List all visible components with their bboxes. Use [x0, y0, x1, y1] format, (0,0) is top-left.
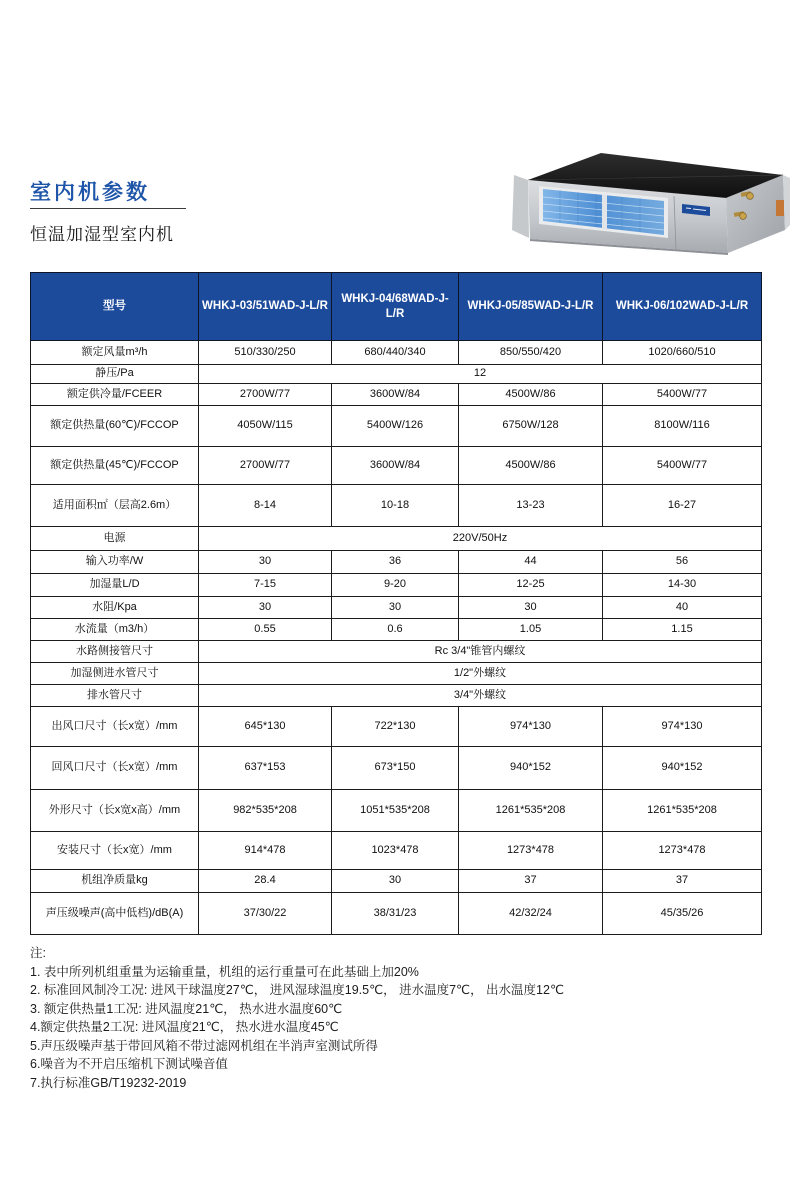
row-label: 回风口尺寸（长x宽）/mm	[31, 747, 199, 790]
cell: 30	[199, 597, 332, 619]
cell: 37	[603, 870, 762, 893]
row-label: 输入功率/W	[31, 551, 199, 574]
row-label: 水流量（m3/h）	[31, 619, 199, 641]
indoor-unit-photo	[498, 140, 790, 260]
cell: 5400W/77	[603, 447, 762, 485]
table-row	[31, 447, 762, 485]
cell: 4500W/86	[459, 447, 603, 485]
row-label: 额定供冷量/FCEER	[31, 384, 199, 406]
cell: 40	[603, 597, 762, 619]
cell: 4500W/86	[459, 384, 603, 406]
notes-section	[30, 944, 730, 1092]
row-label: 加湿量L/D	[31, 574, 199, 597]
cell: 1051*535*208	[332, 790, 459, 832]
cell: 940*152	[603, 747, 762, 790]
cell: 13-23	[459, 485, 603, 527]
cell: 6750W/128	[459, 406, 603, 447]
cell: 2700W/77	[199, 384, 332, 406]
table-row	[31, 597, 762, 619]
table-row	[31, 527, 762, 551]
filter-divider	[602, 194, 607, 230]
cell: 38/31/23	[332, 893, 459, 935]
cell: 680/440/340	[332, 341, 459, 365]
header-model-3: WHKJ-05/85WAD-J-L/R	[459, 273, 603, 341]
note-item-7: 7.执行标准GB/T19232-2019	[30, 1075, 187, 1090]
cell: 0.6	[332, 619, 459, 641]
cell: 1020/660/510	[603, 341, 762, 365]
cell: 30	[332, 870, 459, 893]
note-item-4: 4.额定供热量2工况: 进风温度21℃， 热水进水温度45℃	[30, 1020, 339, 1034]
row-label: 声压级噪声(高中低档)/dB(A)	[31, 893, 199, 935]
cell: 44	[459, 551, 603, 574]
table-row	[31, 551, 762, 574]
row-label: 外形尺寸（长x宽x高）/mm	[31, 790, 199, 832]
spec-table	[30, 272, 761, 935]
table-row	[31, 619, 762, 641]
table-row	[31, 341, 762, 365]
note-item-1: 1. 表中所列机组重量为运输重量，机组的运行重量可在此基础上加20%	[30, 964, 419, 979]
table-row	[31, 893, 762, 935]
header-model-4: WHKJ-06/102WAD-J-L/R	[603, 273, 762, 341]
cell: 0.55	[199, 619, 332, 641]
cell: 56	[603, 551, 762, 574]
page-title: 室内机参数	[30, 181, 150, 204]
cell: 28.4	[199, 870, 332, 893]
row-label: 机组净质量kg	[31, 870, 199, 893]
table-row	[31, 574, 762, 597]
cell: 974*130	[459, 707, 603, 747]
row-label: 静压/Pa	[31, 365, 199, 384]
cell: 637*153	[199, 747, 332, 790]
cell-merged: 220V/50Hz	[199, 527, 762, 551]
row-label: 排水管尺寸	[31, 685, 199, 707]
row-label: 出风口尺寸（长x宽）/mm	[31, 707, 199, 747]
note-item-2: 2. 标准回风制冷工况: 进风干球温度27℃， 进风湿球温度19.5℃， 进水温度7℃， 出水温度12℃	[30, 983, 565, 997]
cell: 722*130	[332, 707, 459, 747]
cell: 3600W/84	[332, 384, 459, 406]
cell-merged: 1/2"外螺纹	[199, 663, 762, 685]
row-label: 额定供热量(45℃)/FCCOP	[31, 447, 199, 485]
cell: 974*130	[603, 707, 762, 747]
row-label: 水阻/Kpa	[31, 597, 199, 619]
table-row	[31, 663, 762, 685]
cell: 4050W/115	[199, 406, 332, 447]
cell: 10-18	[332, 485, 459, 527]
cell: 1273*478	[459, 832, 603, 870]
cell-merged: 12	[199, 365, 762, 384]
cell: 5400W/126	[332, 406, 459, 447]
unit-left-bracket	[512, 175, 529, 238]
cell: 45/35/26	[603, 893, 762, 935]
cell: 30	[332, 597, 459, 619]
row-label: 额定风量m³/h	[31, 341, 199, 365]
table-row	[31, 870, 762, 893]
note-item-3: 3. 额定供热量1工况: 进风温度21℃， 热水进水温度60℃	[30, 1001, 343, 1016]
row-label: 适用面积㎡（层高2.6m）	[31, 485, 199, 527]
table-row	[31, 685, 762, 707]
table-header-row	[31, 273, 762, 341]
table-row	[31, 747, 762, 790]
cell: 1.15	[603, 619, 762, 641]
cell: 1273*478	[603, 832, 762, 870]
ducted-unit-illustration	[498, 140, 790, 260]
cell: 12-25	[459, 574, 603, 597]
cell: 9-20	[332, 574, 459, 597]
table-row	[31, 790, 762, 832]
table-row	[31, 641, 762, 663]
cell: 1023*478	[332, 832, 459, 870]
title-divider	[30, 208, 186, 209]
cell: 673*150	[332, 747, 459, 790]
row-label: 水路侧接管尺寸	[31, 641, 199, 663]
header-model-label: 型号	[31, 273, 199, 341]
cell: 914*478	[199, 832, 332, 870]
cell: 2700W/77	[199, 447, 332, 485]
cell-merged: 3/4"外螺纹	[199, 685, 762, 707]
cell: 645*130	[199, 707, 332, 747]
cell: 7-15	[199, 574, 332, 597]
page-subtitle: 恒温加湿型室内机	[30, 225, 174, 244]
cell: 42/32/24	[459, 893, 603, 935]
cell: 5400W/77	[603, 384, 762, 406]
cell: 510/330/250	[199, 341, 332, 365]
cell: 8100W/116	[603, 406, 762, 447]
row-label: 加湿侧进水管尺寸	[31, 663, 199, 685]
note-item-5: 5.声压级噪声基于带回风箱不带过滤网机组在半消声室测试所得	[30, 1038, 378, 1053]
cell: 36	[332, 551, 459, 574]
table-row	[31, 707, 762, 747]
row-label: 安装尺寸（长x宽）/mm	[31, 832, 199, 870]
cell: 1.05	[459, 619, 603, 641]
table-row	[31, 832, 762, 870]
header-model-1: WHKJ-03/51WAD-J-L/R	[199, 273, 332, 341]
row-label: 电源	[31, 527, 199, 551]
notes-heading: 注:	[30, 946, 46, 960]
cell: 1261*535*208	[459, 790, 603, 832]
table-row	[31, 406, 762, 447]
table-row	[31, 384, 762, 406]
cell: 30	[459, 597, 603, 619]
table-row	[31, 485, 762, 527]
cell: 14-30	[603, 574, 762, 597]
cell: 940*152	[459, 747, 603, 790]
table-row	[31, 365, 762, 384]
cell: 30	[199, 551, 332, 574]
cell: 37/30/22	[199, 893, 332, 935]
cell: 1261*535*208	[603, 790, 762, 832]
header-model-2: WHKJ-04/68WAD-J-L/R	[332, 273, 459, 341]
cell: 37	[459, 870, 603, 893]
row-label: 额定供热量(60℃)/FCCOP	[31, 406, 199, 447]
cell: 16-27	[603, 485, 762, 527]
note-item-6: 6.噪音为不开启压缩机下测试噪音值	[30, 1057, 228, 1071]
cell-merged: Rc 3/4"锥管内螺纹	[199, 641, 762, 663]
cell: 982*535*208	[199, 790, 332, 832]
cell: 850/550/420	[459, 341, 603, 365]
cell: 8-14	[199, 485, 332, 527]
cell: 3600W/84	[332, 447, 459, 485]
